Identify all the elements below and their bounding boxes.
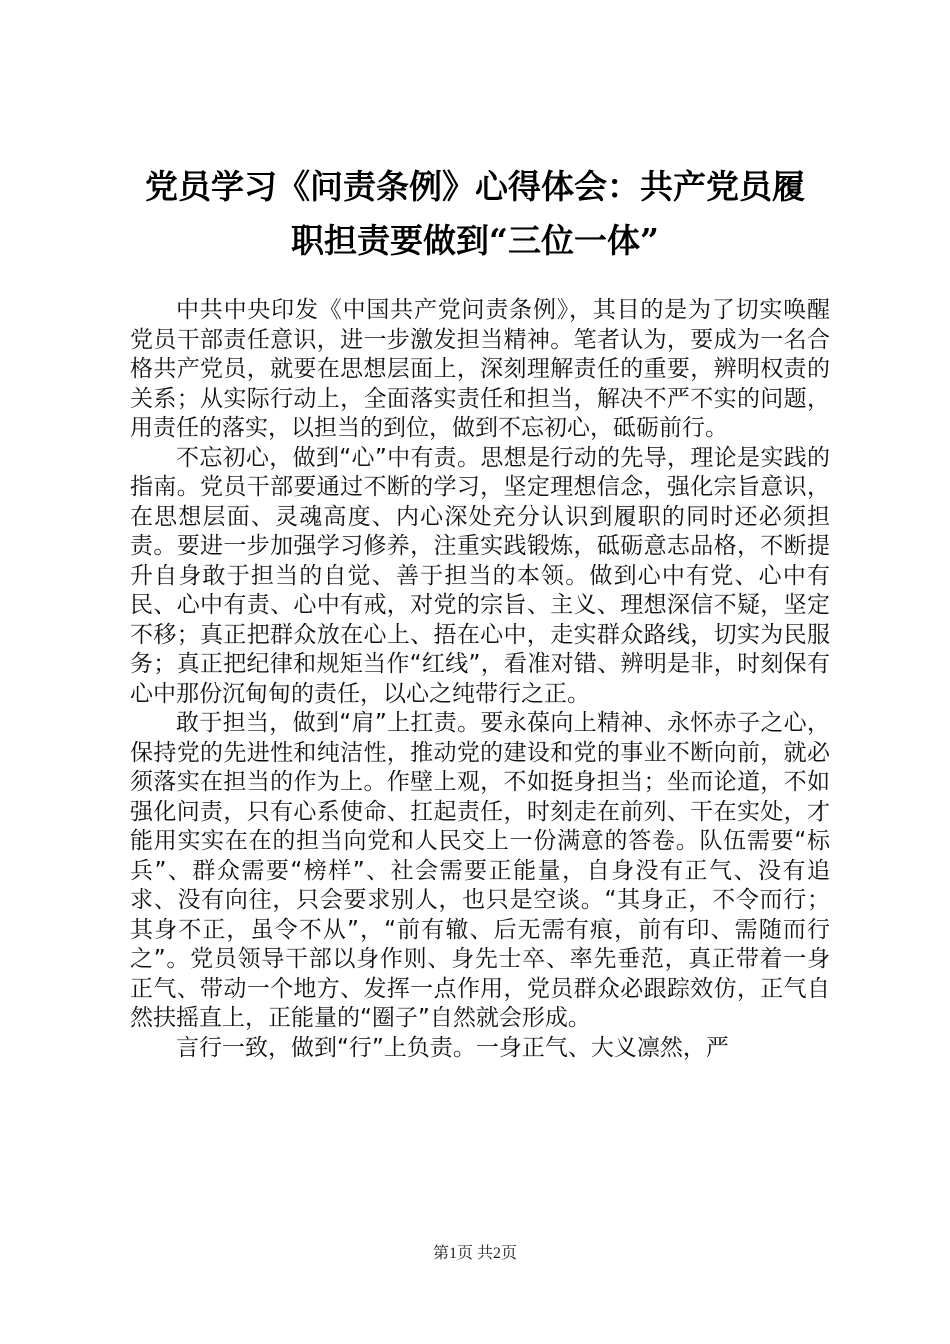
paragraph: 言行一致，做到“行”上负责。一身正气、大义凛然，严 <box>176 1034 729 1061</box>
title-line-2: 职担责要做到“三位一体” <box>291 221 659 260</box>
paragraph: 中共中央印发《中国共产党问责条例》，其目的是为了切实唤醒党员干部责任意识，进一步激发担当精神。笔者认为，要成为一名合格共产党员，就要在思想层面上，深刻理解责任的重要，辨明权责的关系；从实际行动上，全面落实责任和担当，解决不严不实的问题，用责任的落实，以担当的到位，做到不忘初心，砥砺前行。 <box>130 297 830 441</box>
paragraph: 不忘初心，做到“心”中有责。思想是行动的先导，理论是实践的指南。党员干部要通过不断的学习，坚定理想信念，强化宗旨意识，在思想层面、灵魂高度、内心深处充分认识到履职的同时还必须担责。要进一步加强学习修养，注重实践锻炼，砥砺意志品格，不断提升自身敢于担当的自觉、善于担当的本领。做到心中有党、心中有民、心中有责、心中有戒，对党的宗旨、主义、理想深信不疑，坚定不移；真正把群众放在心上、捂在心中，走实群众路线，切实为民服务；真正把纪律和规矩当作“红线”，看准对错、辨明是非，时刻保有心中那份沉甸甸的责任，以心之纯带行之正。 <box>130 444 830 707</box>
document-title <box>100 160 850 268</box>
document-body <box>130 296 830 1063</box>
title-line-1: 党员学习《问责条例》心得体会：共产党员履 <box>145 167 805 206</box>
paragraph: 敢于担当，做到“肩”上扛责。要永葆向上精神、永怀赤子之心，保持党的先进性和纯洁性，推动党的建设和党的事业不断向前，就必须落实在担当的作为上。作壁上观，不如挺身担当；坐而论道，不如强化问责，只有心系使命、扛起责任，时刻走在前列、干在实处，才能用实实在在的担当向党和人民交上一份满意的答卷。队伍需要“标兵”、群众需要“榜样”、社会需要正能量，自身没有正气、没有追求、没有向往，只会要求别人，也只是空谈。“其身正，不令而行；其身不正，虽令不从”，“前有辙、后无需有痕，前有印、需随而行之”。党员领导干部以身作则、身先士卒、率先垂范，真正带着一身正气、带动一个地方、发挥一点作用，党员群众必跟踪效仿，正气自然扶摇直上，正能量的“圈子”自然就会形成。 <box>130 710 830 1031</box>
page-footer: 第1页 共2页 <box>432 1245 517 1262</box>
